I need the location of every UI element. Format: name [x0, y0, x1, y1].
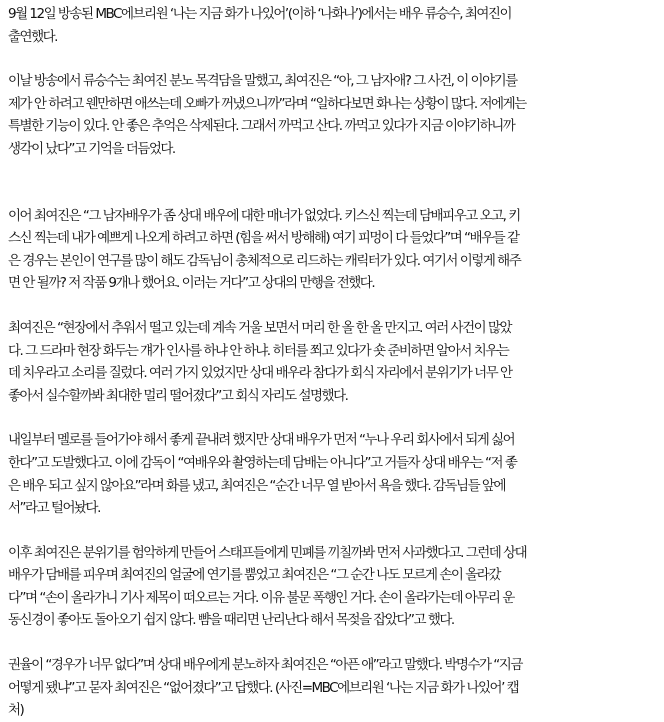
- text-line: 데 치우라고 소리를 질렀다. 여러 가지 있었지만 상대 배우라 참다가 회식 자리에서 분위기가 너무 안: [8, 365, 512, 382]
- text-line: 내일부터 멜로를 들어가야 해서 좋게 끝내려 했지만 상대 배우가 먼저 “누나 우리 회사에서 되게 싫어: [8, 432, 515, 449]
- article-paragraph: [0, 317, 664, 407]
- text-line: 이날 방송에서 류승수는 최여진 분노 목격담을 말했고, 최여진은 “아, 그 남자애? 그 사건, 이 이야기를: [8, 73, 517, 90]
- text-line: 어떻게 됐냐”고 묻자 최여진은 “없어졌다”고 답했다. (사진=MBC에브리원 ‘나는 지금 화가 나있어’ 캡: [8, 679, 519, 696]
- text-line: 권율이 “경우가 너무 없다”며 상대 배우에게 분노하자 최여진은 “아픈 애”라고 말했다. 박명수가 “지금: [8, 657, 522, 674]
- text-line: 특별한 기능이 있다. 안 좋은 추억은 삭제된다. 그래서 까먹고 산다. 까먹고 있다가 지금 이야기하니까: [8, 118, 515, 135]
- paragraph-spacer: [0, 161, 664, 205]
- text-line: 제가 안 하려고 웬만하면 애쓰는데 오빠가 꺼냈으니까”라며 “일하다보면 화나는 상황이 많다. 저에게는: [8, 95, 526, 112]
- article-paragraph: [0, 205, 664, 295]
- text-line: 스신 찍는데 내가 예쁘게 나오게 하려고 하면 (힘을 써서 방해해) 여기 피멍이 다 들었다”며 “배우들 같: [8, 230, 519, 247]
- text-line: 9월 12일 방송된 MBC에브리원 ‘나는 지금 화가 나있어’(이하 ‘나화나’)에서는 배우 류승수, 최여진이: [8, 6, 511, 22]
- text-line: 좋아서 실수할까봐 최대한 멀리 떨어졌다”고 회식 자리도 설명했다.: [8, 387, 348, 404]
- text-line: 이어 최여진은 “그 남자배우가 좀 상대 배우에 대한 매너가 없었다. 키스신 찍는데 담배피우고 오고, 키: [8, 207, 520, 224]
- article-paragraph: [0, 429, 664, 519]
- text-line: 동신경이 좋아도 돌아오기 쉽지 않다. 뺨을 때리면 난리난다 해서 목젖을 잡았다”고 했다.: [8, 612, 454, 629]
- paragraph-spacer: [0, 407, 664, 429]
- text-line: 이후 최여진은 분위기를 험악하게 만들어 스태프들에게 민폐를 끼칠까봐 먼저 사과했다고. 그런데 상대: [8, 544, 527, 561]
- text-line: 서”라고 털어놨다.: [8, 500, 100, 517]
- text-line: 은 배우 되고 싶지 않아요”라며 화를 냈고, 최여진은 “순간 너무 열 받아서 욕을 했다. 감독님들 앞에: [8, 477, 505, 494]
- text-line: 최여진은 “현장에서 추워서 떨고 있는데 계속 거울 보면서 머리 한 올 한 올 만지고. 여러 사건이 많았: [8, 319, 512, 336]
- text-line: 생각이 났다”고 기억을 더듬었다.: [8, 140, 175, 157]
- article-paragraph: [0, 542, 664, 632]
- text-line: 다. 그 드라마 현장 화두는 걔가 인사를 하냐 안 하냐. 히터를 쬐고 있다가 숏 준비하면 알아서 치우는: [8, 342, 509, 359]
- text-line: 면 안 될까? 저 작품 9개나 했어요. 이러는 거다”고 상대의 만행을 전했다.: [8, 275, 375, 292]
- paragraph-spacer: [0, 520, 664, 542]
- text-line: 다”며 “손이 올라가니 기사 제목이 떠오르는 거다. 이유 불문 폭행인 거다. 손이 올라가는데 아무리 운: [8, 589, 514, 606]
- article-paragraph: [0, 654, 664, 722]
- paragraph-spacer: [0, 632, 664, 654]
- text-line: 은 경우는 본인이 연구를 많이 해도 감독님이 총체적으로 리드하는 캐릭터가 있다. 여기서 이렇게 해주: [8, 252, 521, 269]
- text-line: 출연했다.: [8, 28, 57, 45]
- paragraph-spacer: [0, 48, 664, 70]
- article-paragraph: [0, 70, 664, 160]
- text-line: 한다”고 도발했다고. 이에 감독이 “여배우와 촬영하는데 담배는 아니다”고 거들자 상대 배우는 “저 좋: [8, 454, 517, 471]
- text-line: 배우가 담배를 피우며 최여진의 얼굴에 연기를 뿜었고 최여진은 “그 순간 나도 모르게 손이 올라갔: [8, 567, 500, 584]
- article-paragraph: [0, 3, 664, 48]
- paragraph-spacer: [0, 295, 664, 317]
- text-line: 처): [8, 702, 24, 719]
